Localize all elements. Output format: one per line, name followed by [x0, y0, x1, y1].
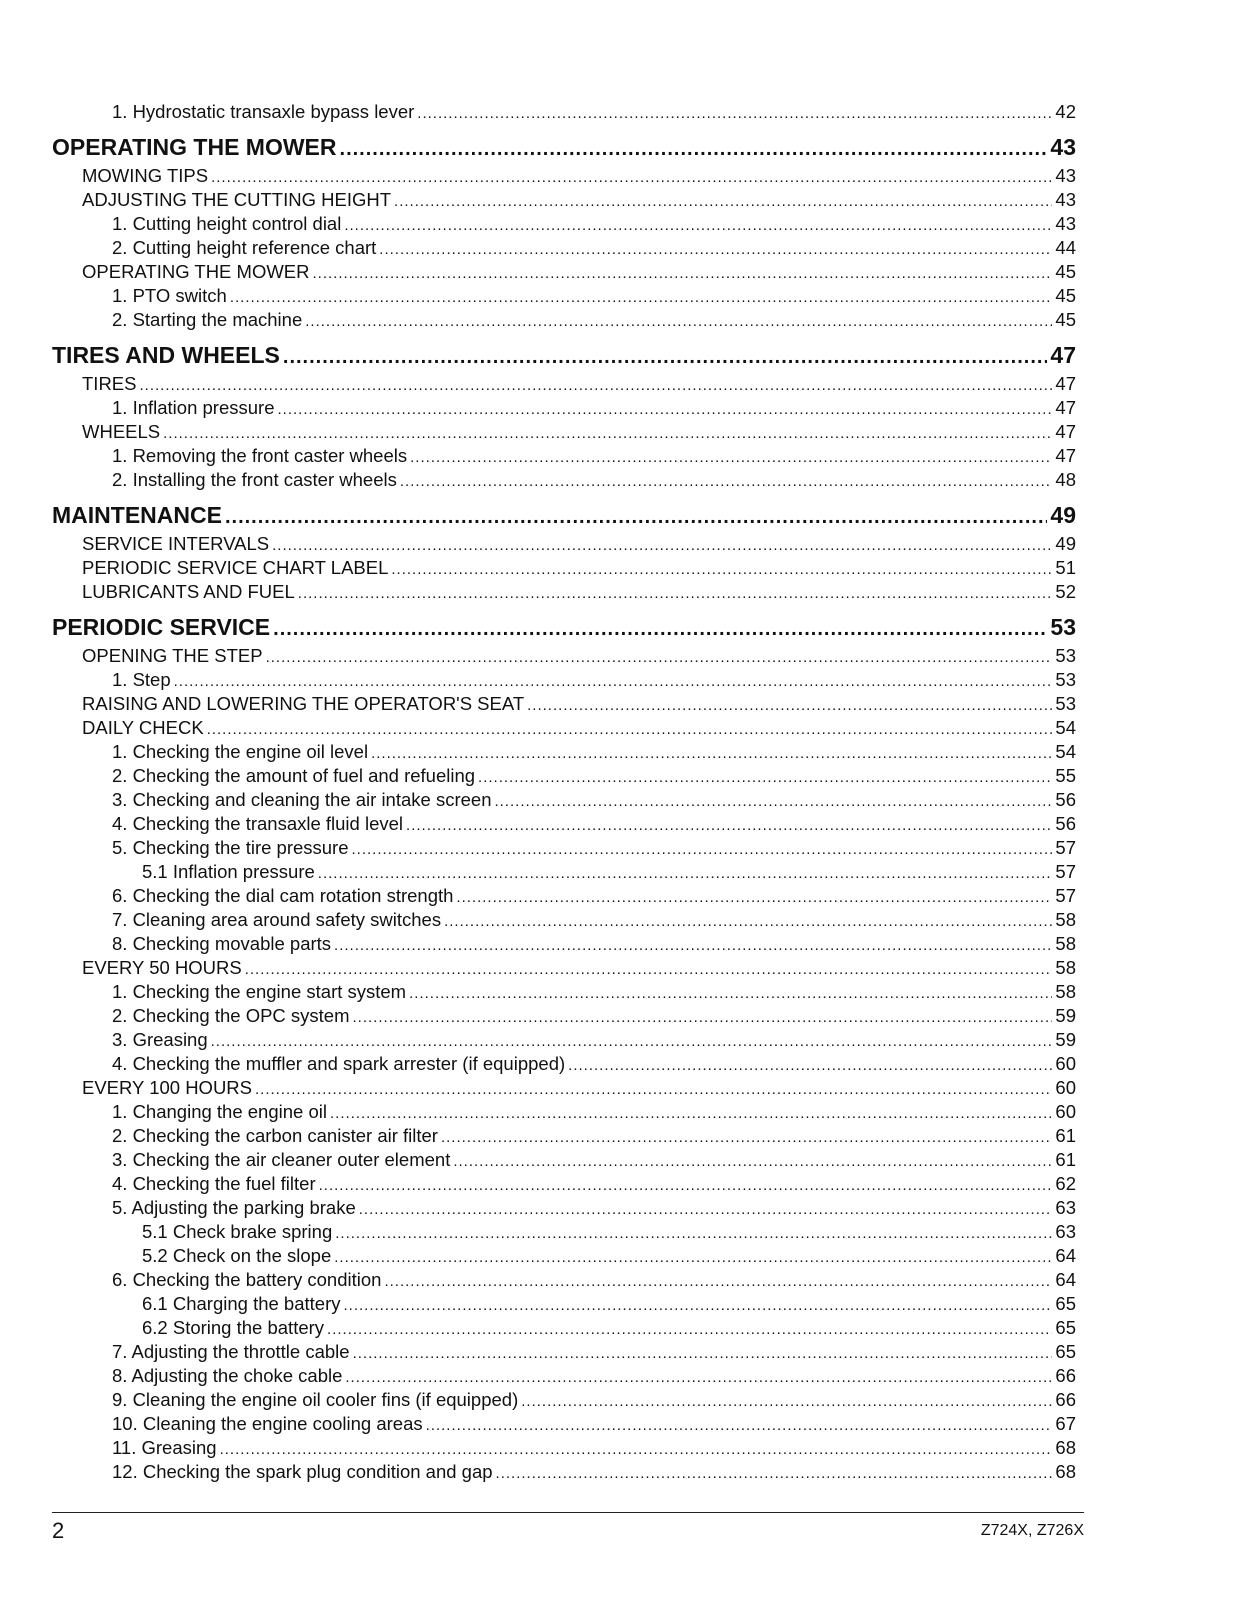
toc-dot-leader: [353, 1342, 1053, 1366]
toc-entry-page: 53: [1050, 614, 1076, 640]
toc-entry-title: PERIODIC SERVICE: [52, 614, 271, 640]
toc-dot-leader: [139, 374, 1052, 398]
toc-entry-title: PERIODIC SERVICE CHART LABEL: [82, 557, 389, 578]
toc-entry[interactable]: [52, 668, 1076, 692]
toc-entry-title: 7. Cleaning area around safety switches: [112, 909, 442, 930]
toc-dot-leader: [334, 1246, 1052, 1270]
toc-entry-title: 12. Checking the spark plug condition and gap: [112, 1461, 493, 1482]
toc-entry-page: 55: [1055, 765, 1076, 786]
toc-entry-title: 5. Adjusting the parking brake: [112, 1197, 356, 1218]
toc-entry-title: 2. Checking the carbon canister air filter: [112, 1125, 438, 1146]
toc-entry-title: 8. Adjusting the choke cable: [112, 1365, 343, 1386]
toc-entry[interactable]: [52, 100, 1076, 124]
toc-dot-leader: [453, 1150, 1052, 1174]
toc-entry-page: 53: [1055, 669, 1076, 690]
toc-entry[interactable]: [52, 1436, 1076, 1460]
toc-entry-page: 65: [1055, 1317, 1076, 1338]
toc-entry-page: 58: [1055, 933, 1076, 954]
toc-entry[interactable]: [52, 692, 1076, 716]
toc-entry-title: 6. Checking the dial cam rotation strength: [112, 885, 454, 906]
toc-entry[interactable]: [52, 236, 1076, 260]
toc-entry-title: 6.2 Storing the battery: [142, 1317, 325, 1338]
toc-entry-title: EVERY 100 HOURS: [82, 1077, 253, 1098]
toc-entry-page: 61: [1055, 1125, 1076, 1146]
toc-entry-page: 58: [1055, 957, 1076, 978]
toc-entry-page: 60: [1055, 1101, 1076, 1122]
toc-entry-title: 7. Adjusting the throttle cable: [112, 1341, 350, 1362]
toc-entry[interactable]: [52, 1124, 1076, 1148]
toc-dot-leader: [379, 238, 1052, 262]
toc-entry-page: 54: [1055, 741, 1076, 762]
toc-entry[interactable]: [52, 1340, 1076, 1364]
toc-entry[interactable]: [52, 908, 1076, 932]
toc-dot-leader: [230, 286, 1053, 310]
toc-entry[interactable]: [52, 1076, 1076, 1100]
model-numbers: Z724X, Z726X: [980, 1522, 1084, 1539]
toc-entry-title: 2. Starting the machine: [112, 309, 303, 330]
toc-dot-leader: [353, 1006, 1053, 1030]
toc-dot-leader: [456, 886, 1052, 910]
toc-entry-page: 66: [1055, 1365, 1076, 1386]
toc-entry-page: 52: [1055, 581, 1076, 602]
toc-dot-leader: [568, 1054, 1052, 1078]
toc-entry-page: 53: [1055, 693, 1076, 714]
toc-entry[interactable]: [52, 372, 1076, 396]
toc-dot-leader: [298, 582, 1053, 606]
toc-dot-leader: [305, 310, 1052, 334]
toc-entry-title: 1. Removing the front caster wheels: [112, 445, 408, 466]
toc-entry-title: LUBRICANTS AND FUEL: [82, 581, 295, 602]
toc-dot-leader: [334, 934, 1052, 958]
toc-entry[interactable]: [52, 188, 1076, 212]
toc-entry-title: 1. Hydrostatic transaxle bypass lever: [112, 101, 415, 122]
toc-dot-leader: [245, 958, 1053, 982]
toc-entry-title: 4. Checking the muffler and spark arrester (if equipped): [112, 1053, 566, 1074]
toc-entry-page: 59: [1055, 1029, 1076, 1050]
toc-entry-page: 56: [1055, 813, 1076, 834]
toc-dot-leader: [211, 166, 1052, 190]
footer-divider: [52, 1512, 1084, 1513]
toc-entry-page: 45: [1055, 261, 1076, 282]
toc-entry[interactable]: [52, 1388, 1076, 1412]
toc-entry-page: 64: [1055, 1245, 1076, 1266]
toc-entry-title: 4. Checking the transaxle fluid level: [112, 813, 404, 834]
toc-entry[interactable]: [52, 1316, 1076, 1340]
toc-entry[interactable]: [52, 716, 1076, 740]
toc-entry[interactable]: [52, 260, 1076, 284]
toc-dot-leader: [345, 1366, 1052, 1390]
toc-entry-page: 57: [1055, 861, 1076, 882]
toc-entry-page: 60: [1055, 1077, 1076, 1098]
toc-dot-leader: [521, 1390, 1052, 1414]
toc-entry-title: 3. Checking the air cleaner outer element: [112, 1149, 451, 1170]
toc-entry[interactable]: [52, 1028, 1076, 1052]
toc-dot-leader: [211, 1030, 1053, 1054]
toc-dot-leader: [391, 558, 1052, 582]
toc-entry-title: 2. Checking the OPC system: [112, 1005, 350, 1026]
toc-entry[interactable]: [52, 812, 1076, 836]
toc-entry-page: 56: [1055, 789, 1076, 810]
toc-entry[interactable]: [52, 556, 1076, 580]
toc-entry[interactable]: [52, 1196, 1076, 1220]
toc-entry-page: 44: [1055, 237, 1076, 258]
toc-entry-page: 47: [1050, 342, 1076, 368]
toc-entry-page: 62: [1055, 1173, 1076, 1194]
toc-dot-leader: [340, 132, 1048, 166]
page-number: 2: [52, 1518, 65, 1543]
toc-entry-title: SERVICE INTERVALS: [82, 533, 270, 554]
toc-entry[interactable]: [52, 1220, 1076, 1244]
toc-dot-leader: [409, 982, 1052, 1006]
toc-entry[interactable]: [52, 1460, 1076, 1484]
toc-entry[interactable]: [52, 212, 1076, 236]
toc-dot-leader: [426, 1414, 1053, 1438]
toc-dot-leader: [384, 1270, 1052, 1294]
toc-entry-page: 58: [1055, 909, 1076, 930]
toc-entry[interactable]: [52, 1412, 1076, 1436]
toc-entry[interactable]: [52, 164, 1076, 188]
toc-entry-page: 49: [1050, 502, 1076, 528]
toc-entry-page: 47: [1055, 445, 1076, 466]
toc-entry[interactable]: [52, 420, 1076, 444]
toc-entry[interactable]: [52, 1148, 1076, 1172]
toc-dot-leader: [352, 838, 1053, 862]
toc-entry-title: 1. Cutting height control dial: [112, 213, 342, 234]
toc-entry-page: 68: [1055, 1461, 1076, 1482]
toc-dot-leader: [441, 1126, 1052, 1150]
toc-entry-title: 6. Checking the battery condition: [112, 1269, 382, 1290]
toc-entry-page: 45: [1055, 285, 1076, 306]
toc-entry[interactable]: [52, 1268, 1076, 1292]
toc-dot-leader: [417, 102, 1052, 126]
toc-entry[interactable]: [52, 468, 1076, 492]
toc-entry-title: 1. Changing the engine oil: [112, 1101, 327, 1122]
toc-entry-page: 59: [1055, 1005, 1076, 1026]
toc-entry-title: 9. Cleaning the engine oil cooler fins (if equipped): [112, 1389, 519, 1410]
toc-entry[interactable]: [52, 284, 1076, 308]
toc-entry-title: 1. Checking the engine oil level: [112, 741, 369, 762]
toc-entry[interactable]: [52, 836, 1076, 860]
toc-dot-leader: [272, 534, 1052, 558]
toc-entry[interactable]: [52, 1004, 1076, 1028]
toc-dot-leader: [266, 646, 1053, 670]
toc-dot-leader: [220, 1438, 1053, 1462]
toc-entry[interactable]: [52, 740, 1076, 764]
toc-entry-title: OPENING THE STEP: [82, 645, 263, 666]
toc-entry-title: 5. Checking the tire pressure: [112, 837, 349, 858]
toc-entry-title: 10. Cleaning the engine cooling areas: [112, 1413, 423, 1434]
toc-chapter-entry[interactable]: [52, 338, 1076, 372]
toc-dot-leader: [359, 1198, 1053, 1222]
toc-entry-title: 3. Checking and cleaning the air intake screen: [112, 789, 492, 810]
toc-dot-leader: [225, 500, 1047, 534]
toc-entry-page: 61: [1055, 1149, 1076, 1170]
toc-entry-title: MAINTENANCE: [52, 502, 222, 528]
toc-entry-page: 63: [1055, 1221, 1076, 1242]
toc-entry[interactable]: [52, 1100, 1076, 1124]
toc-entry-title: MOWING TIPS: [82, 165, 209, 186]
toc-dot-leader: [344, 1294, 1053, 1318]
toc-dot-leader: [371, 742, 1052, 766]
toc-dot-leader: [319, 1174, 1053, 1198]
toc-dot-leader: [478, 766, 1052, 790]
toc-entry-page: 65: [1055, 1293, 1076, 1314]
toc-entry-page: 43: [1055, 189, 1076, 210]
toc-entry[interactable]: [52, 788, 1076, 812]
toc-entry-page: 65: [1055, 1341, 1076, 1362]
toc-entry-page: 47: [1055, 421, 1076, 442]
toc-entry-title: 1. Checking the engine start system: [112, 981, 407, 1002]
toc-entry-page: 43: [1050, 134, 1076, 160]
toc-entry-title: 1. Inflation pressure: [112, 397, 275, 418]
toc-entry-title: ADJUSTING THE CUTTING HEIGHT: [82, 189, 392, 210]
toc-entry[interactable]: [52, 764, 1076, 788]
toc-dot-leader: [400, 470, 1053, 494]
toc-entry-page: 47: [1055, 373, 1076, 394]
toc-dot-leader: [255, 1078, 1052, 1102]
toc-entry-title: 8. Checking movable parts: [112, 933, 332, 954]
toc-entry-page: 67: [1055, 1413, 1076, 1434]
toc-dot-leader: [496, 1462, 1053, 1486]
toc-entry-page: 43: [1055, 165, 1076, 186]
toc-entry[interactable]: [52, 1364, 1076, 1388]
toc-dot-leader: [174, 670, 1053, 694]
toc-entry-page: 64: [1055, 1269, 1076, 1290]
toc-entry[interactable]: [52, 1052, 1076, 1076]
toc-entry[interactable]: [52, 308, 1076, 332]
toc-entry-page: 43: [1055, 213, 1076, 234]
toc-entry-title: DAILY CHECK: [82, 717, 204, 738]
toc-dot-leader: [313, 262, 1053, 286]
toc-entry-title: 6.1 Charging the battery: [142, 1293, 341, 1314]
toc-entry-page: 48: [1055, 469, 1076, 490]
toc-entry-title: TIRES: [82, 373, 137, 394]
toc-dot-leader: [394, 190, 1052, 214]
toc-entry-title: RAISING AND LOWERING THE OPERATOR'S SEAT: [82, 693, 525, 714]
toc-dot-leader: [207, 718, 1053, 742]
toc-entry-title: 1. PTO switch: [112, 285, 227, 306]
table-of-contents: [52, 100, 1076, 1484]
toc-dot-leader: [344, 214, 1052, 238]
toc-entry-page: 53: [1055, 645, 1076, 666]
toc-entry-title: 3. Greasing: [112, 1029, 208, 1050]
toc-entry[interactable]: [52, 956, 1076, 980]
toc-entry-page: 63: [1055, 1197, 1076, 1218]
toc-entry-page: 54: [1055, 717, 1076, 738]
toc-entry-page: 68: [1055, 1437, 1076, 1458]
toc-entry-page: 45: [1055, 309, 1076, 330]
toc-entry[interactable]: [52, 932, 1076, 956]
toc-entry-page: 57: [1055, 837, 1076, 858]
toc-chapter-entry[interactable]: [52, 610, 1076, 644]
toc-dot-leader: [335, 1222, 1052, 1246]
toc-chapter-entry[interactable]: [52, 498, 1076, 532]
toc-entry-title: 5.2 Check on the slope: [142, 1245, 332, 1266]
toc-entry[interactable]: [52, 860, 1076, 884]
toc-dot-leader: [283, 340, 1048, 374]
toc-dot-leader: [163, 422, 1052, 446]
toc-entry[interactable]: [52, 532, 1076, 556]
toc-entry[interactable]: [52, 1292, 1076, 1316]
toc-dot-leader: [327, 1318, 1052, 1342]
toc-dot-leader: [273, 612, 1047, 646]
toc-entry[interactable]: [52, 444, 1076, 468]
toc-entry[interactable]: [52, 1244, 1076, 1268]
toc-entry-page: 47: [1055, 397, 1076, 418]
toc-entry[interactable]: [52, 884, 1076, 908]
toc-chapter-entry[interactable]: [52, 130, 1076, 164]
toc-entry-page: 66: [1055, 1389, 1076, 1410]
toc-entry-title: 5.1 Inflation pressure: [142, 861, 315, 882]
toc-entry[interactable]: [52, 1172, 1076, 1196]
toc-entry-page: 58: [1055, 981, 1076, 1002]
toc-dot-leader: [330, 1102, 1052, 1126]
toc-entry-title: 1. Step: [112, 669, 171, 690]
toc-dot-leader: [527, 694, 1052, 718]
toc-entry-page: 49: [1055, 533, 1076, 554]
toc-dot-leader: [495, 790, 1053, 814]
toc-entry-page: 57: [1055, 885, 1076, 906]
toc-dot-leader: [410, 446, 1052, 470]
toc-dot-leader: [406, 814, 1052, 838]
toc-entry-title: OPERATING THE MOWER: [82, 261, 310, 282]
toc-entry-title: 2. Checking the amount of fuel and refueling: [112, 765, 476, 786]
toc-entry-title: 2. Installing the front caster wheels: [112, 469, 397, 490]
toc-dot-leader: [444, 910, 1052, 934]
toc-entry[interactable]: [52, 580, 1076, 604]
toc-entry-title: TIRES AND WHEELS: [52, 342, 280, 368]
toc-entry[interactable]: [52, 644, 1076, 668]
toc-entry-title: EVERY 50 HOURS: [82, 957, 242, 978]
toc-entry[interactable]: [52, 980, 1076, 1004]
toc-entry-title: 4. Checking the fuel filter: [112, 1173, 316, 1194]
toc-entry-title: 2. Cutting height reference chart: [112, 237, 377, 258]
toc-dot-leader: [318, 862, 1053, 886]
toc-entry-title: 5.1 Check brake spring: [142, 1221, 333, 1242]
toc-entry-title: WHEELS: [82, 421, 161, 442]
toc-entry-page: 42: [1055, 101, 1076, 122]
toc-dot-leader: [277, 398, 1052, 422]
toc-entry-page: 60: [1055, 1053, 1076, 1074]
toc-entry[interactable]: [52, 396, 1076, 420]
toc-entry-page: 51: [1055, 557, 1076, 578]
toc-entry-title: OPERATING THE MOWER: [52, 134, 337, 160]
toc-entry-title: 11. Greasing: [112, 1437, 217, 1458]
